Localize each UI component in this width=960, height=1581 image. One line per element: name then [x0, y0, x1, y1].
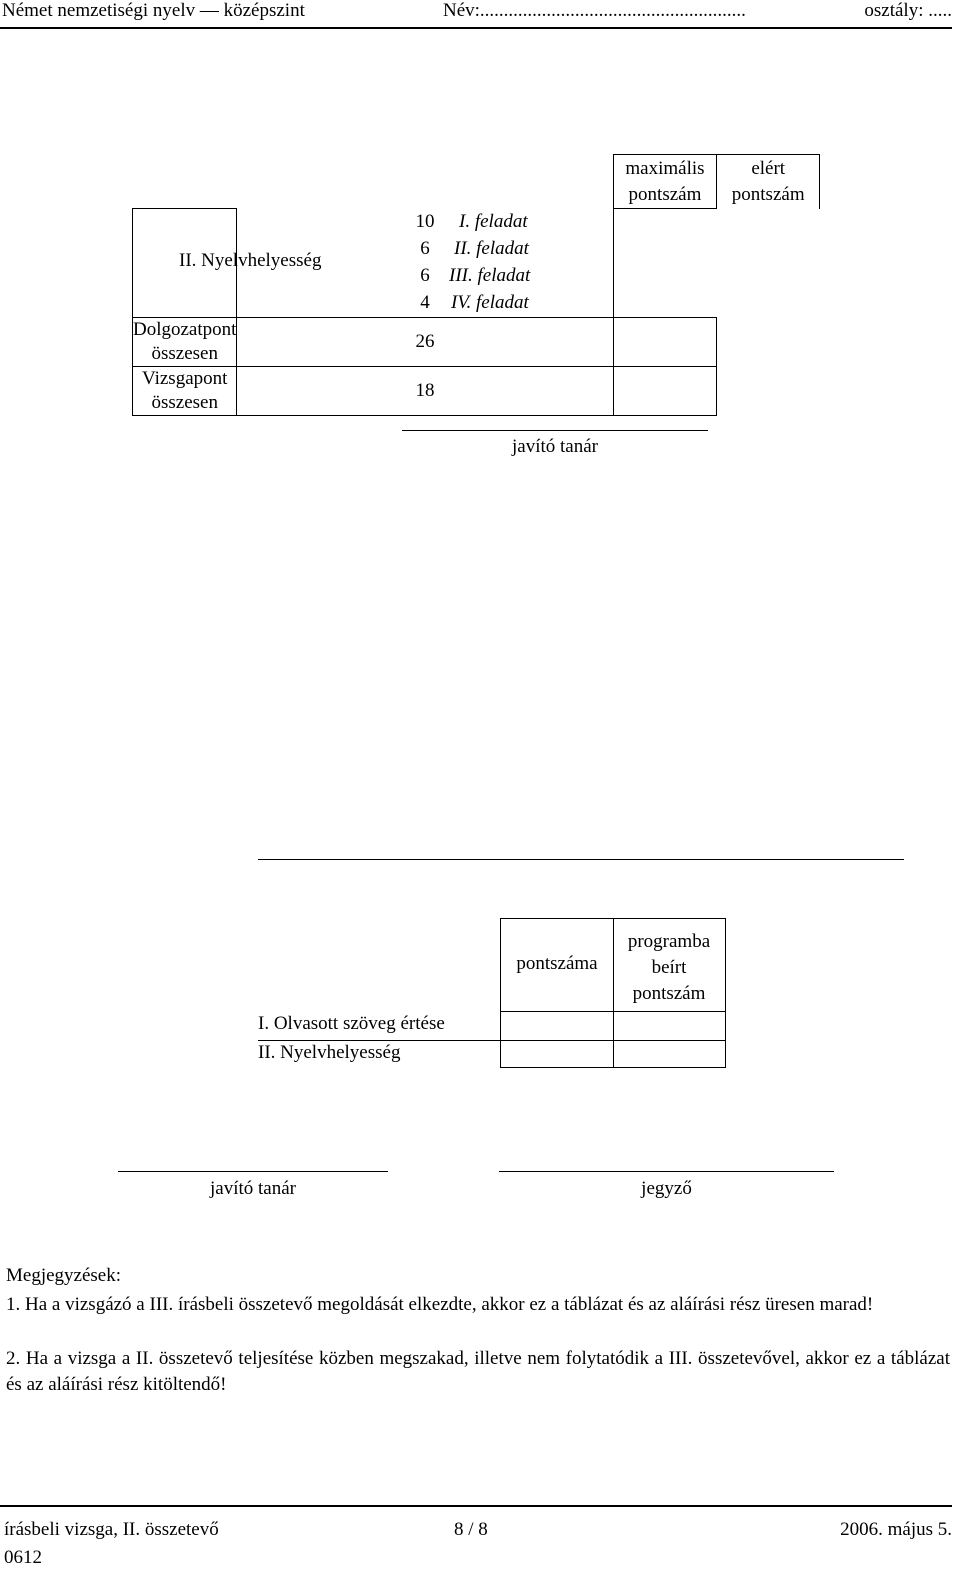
summary-row-label: II. Nyelvhelyesség — [258, 1042, 401, 1063]
signature-line-teacher — [118, 1171, 388, 1172]
total-exam-label: Vizsgapont összesen — [133, 367, 237, 416]
footer-code: 0612 — [4, 1547, 42, 1568]
summary-table — [500, 918, 726, 1068]
summary-score-1[interactable] — [501, 1011, 613, 1040]
task-label: I. feladat — [459, 211, 528, 232]
header-name-label: Név:........................................................ — [443, 0, 746, 21]
signature-label-teacher: javító tanár — [210, 1178, 296, 1199]
task-label: III. feladat — [449, 264, 531, 286]
task-row-4 — [133, 290, 529, 318]
footer-date: 2006. május 5. — [840, 1519, 952, 1540]
summary-entered-1[interactable] — [613, 1011, 725, 1040]
signature-label: javító tanár — [512, 436, 598, 457]
header-class-label: osztály: ..... — [864, 0, 952, 21]
task-max: 6 — [237, 263, 613, 290]
summary-col1-header: pontszáma — [516, 953, 598, 974]
col-achieved-header: elért pontszám — [717, 155, 820, 209]
total-exam-achieved[interactable] — [613, 367, 717, 416]
col-max-header: maximális pontszám — [613, 155, 717, 209]
notes-title: Megjegyzések: — [6, 1265, 122, 1286]
header-rule — [0, 27, 952, 29]
summary-score-2[interactable] — [501, 1040, 613, 1068]
signature-line-notary — [499, 1171, 834, 1172]
total-exam-max: 18 — [237, 367, 613, 416]
task-label: IV. feladat — [451, 291, 529, 313]
header-title: Német nemzetiségi nyelv — középszint — [2, 0, 305, 21]
section-separator — [258, 859, 904, 860]
section-label: II. Nyelvhelyesség — [179, 250, 322, 271]
signature-label-notary: jegyző — [641, 1178, 692, 1199]
footer-left: írásbeli vizsga, II. összetevő — [4, 1519, 219, 1540]
task-label: II. feladat — [454, 237, 529, 259]
summary-row-divider — [258, 1040, 500, 1041]
task-max: 4 — [237, 290, 613, 318]
task-row-3 — [133, 263, 531, 290]
total-paper-label: Dolgozatpont összesen — [133, 318, 237, 367]
note-item: 2. Ha a vizsga a II. összetevő teljesítése közben megszakad, illetve nem folytatódik a III. összetevővel, akkor ez a táblázat és az aláírási rész kitöltendő! — [6, 1348, 950, 1395]
total-paper-max: 26 — [237, 318, 613, 367]
summary-row-label: I. Olvasott szöveg értése — [258, 1013, 445, 1034]
footer-rule — [0, 1505, 952, 1507]
total-paper-achieved[interactable] — [613, 318, 717, 367]
signature-line — [402, 430, 708, 431]
task-max: 6 — [237, 236, 613, 263]
note-item: 1. Ha a vizsgázó a III. írásbeli összetevő megoldását elkezdte, akkor ez a táblázat és az aláírási rész üresen marad! — [6, 1294, 874, 1315]
summary-entered-2[interactable] — [613, 1040, 725, 1068]
footer-page: 8 / 8 — [454, 1519, 488, 1540]
score-table — [132, 154, 820, 416]
task-max: 10 — [237, 209, 613, 236]
summary-col2-header: programba beírt pontszám — [627, 931, 711, 1004]
